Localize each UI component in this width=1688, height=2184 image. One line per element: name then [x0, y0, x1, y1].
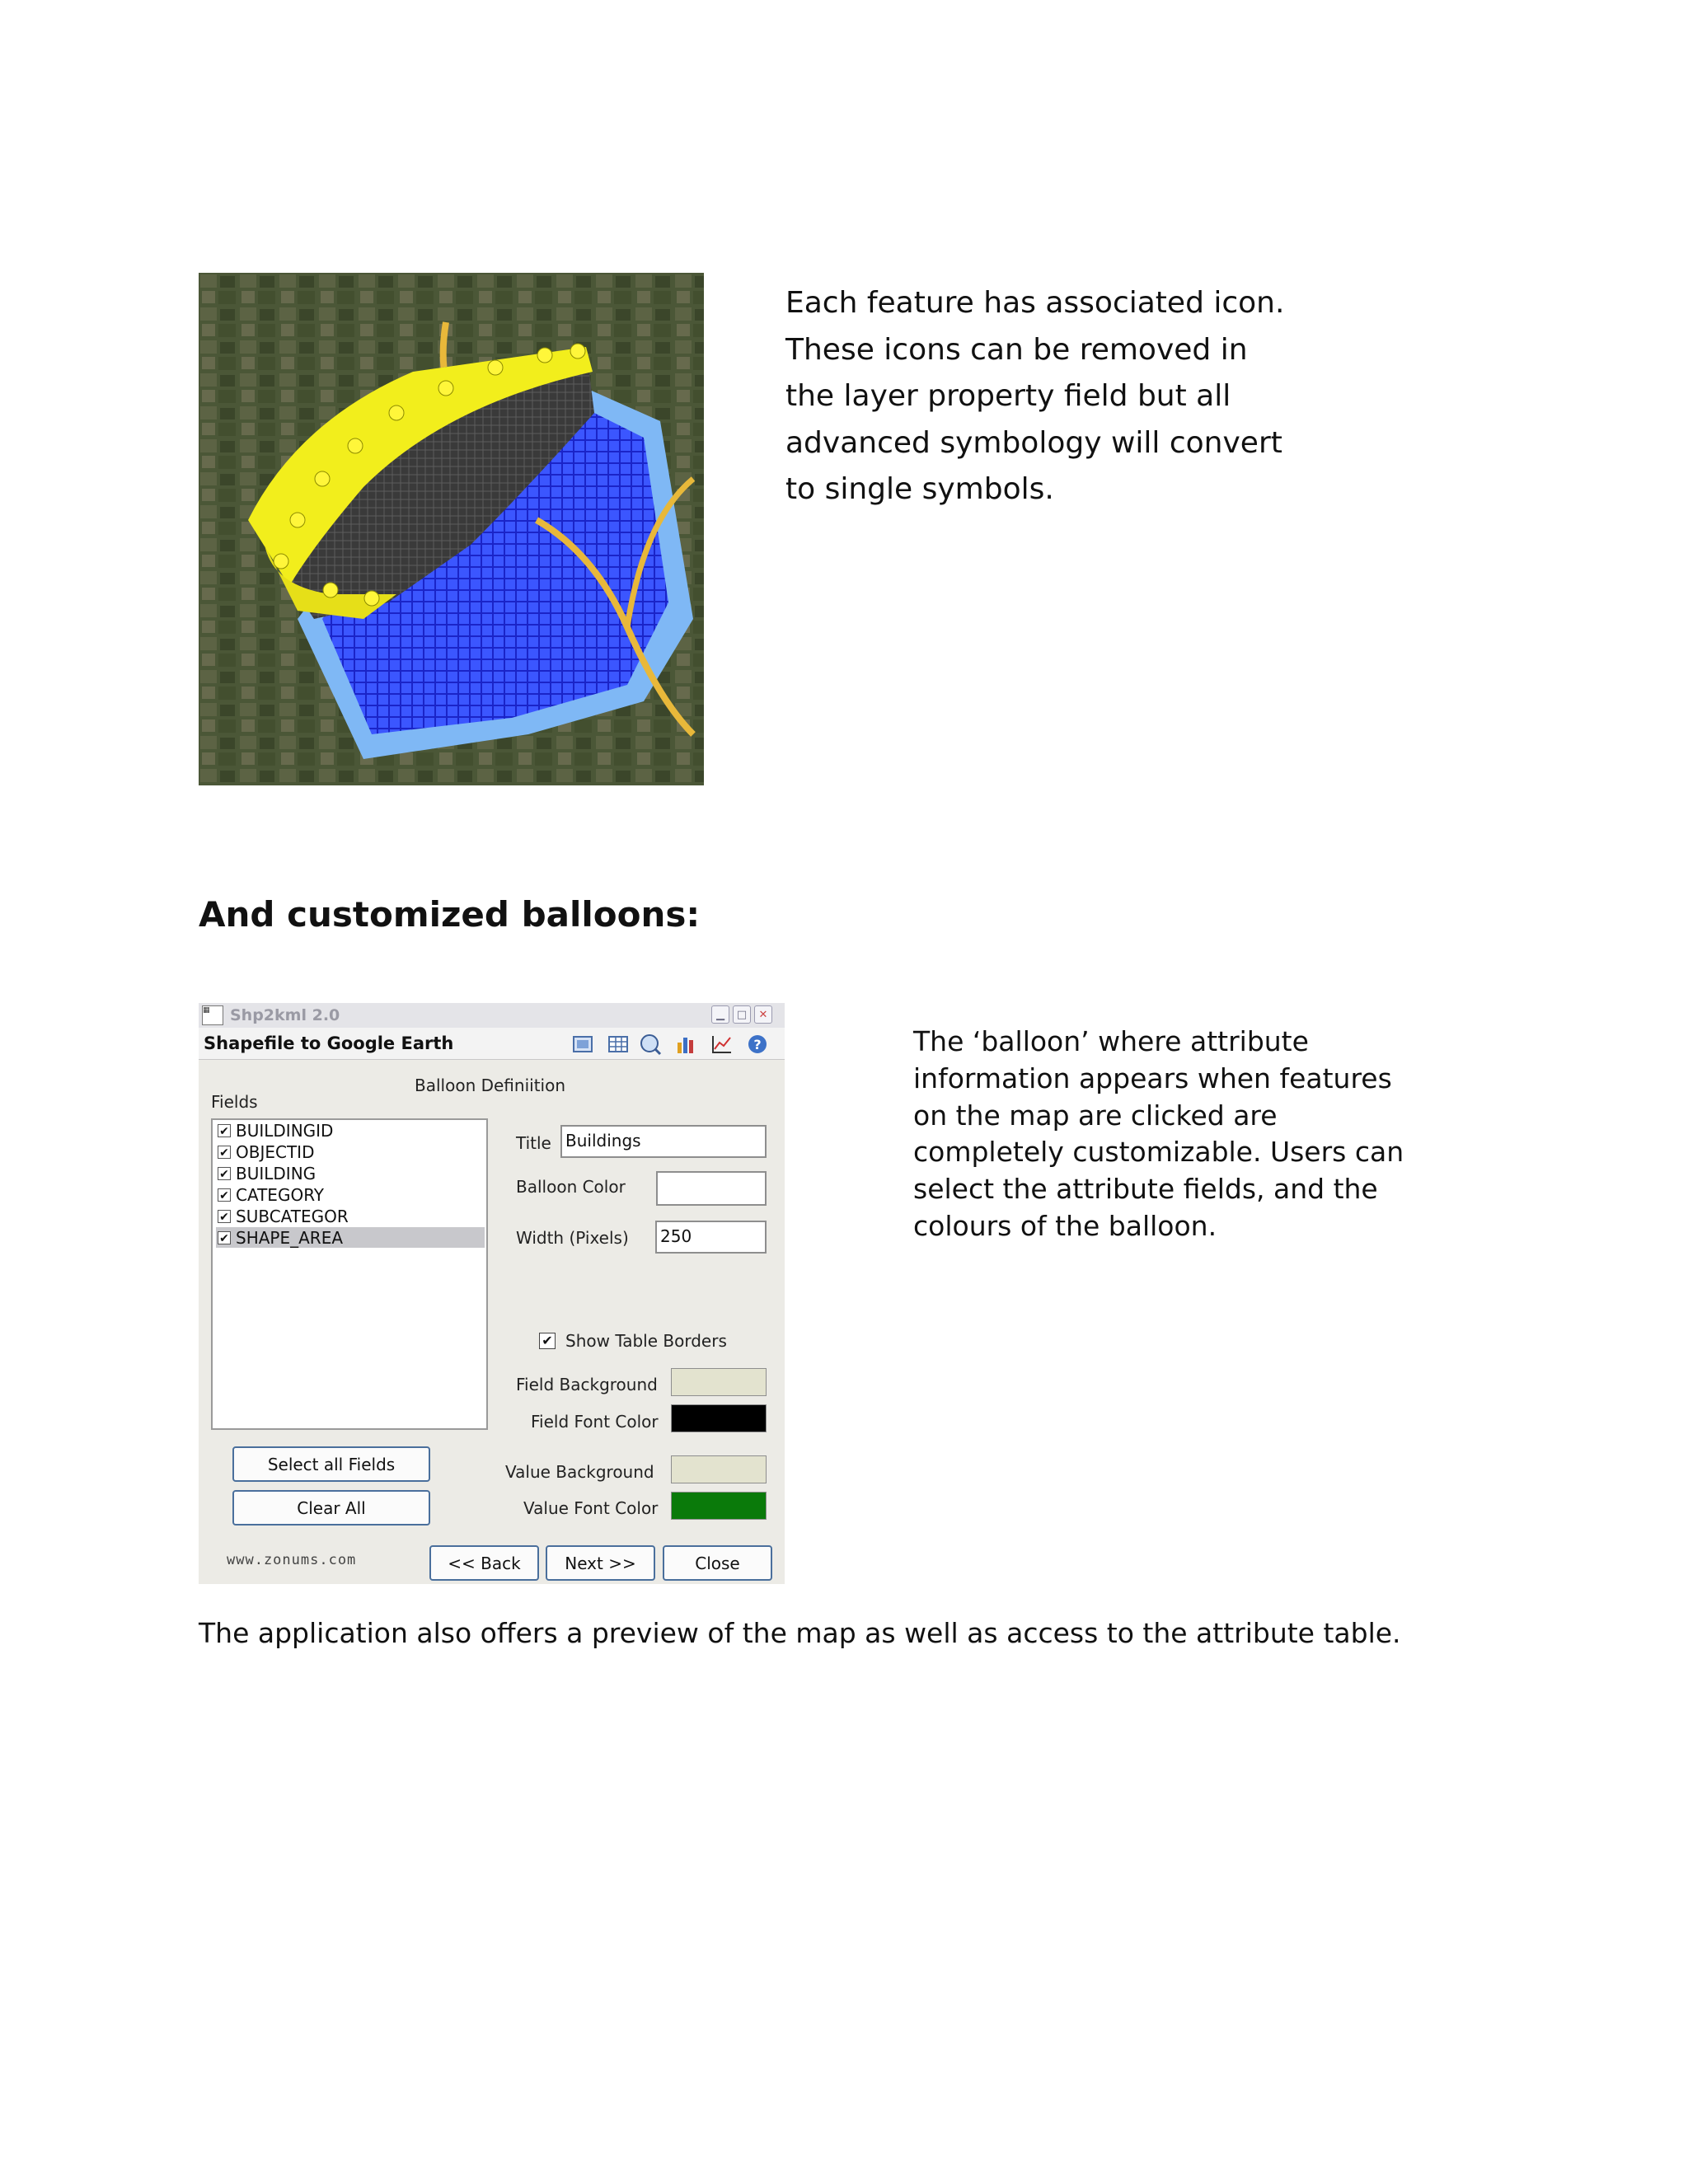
field-item[interactable] — [216, 1120, 485, 1141]
next-button[interactable]: Next >> — [546, 1545, 655, 1581]
maximize-icon[interactable]: □ — [733, 1005, 751, 1024]
fields-listbox[interactable] — [211, 1118, 488, 1430]
balloon-definition-title: Balloon Definiition — [415, 1076, 565, 1095]
field-background-swatch[interactable] — [671, 1368, 767, 1396]
section-heading: And customized balloons: — [199, 894, 701, 935]
checkbox-icon[interactable]: ✔ — [218, 1167, 231, 1180]
field-name: SHAPE_AREA — [236, 1227, 344, 1248]
minimize-icon[interactable]: ▁ — [711, 1005, 729, 1024]
title-label: Title — [516, 1133, 551, 1153]
help-icon[interactable] — [746, 1033, 769, 1056]
shp2kml-window — [199, 1003, 785, 1584]
field-background-label: Field Background — [516, 1375, 658, 1394]
window-title: Shp2kml 2.0 — [230, 1006, 340, 1024]
width-input[interactable]: 250 — [655, 1221, 767, 1254]
back-button[interactable]: << Back — [429, 1545, 539, 1581]
field-name: CATEGORY — [236, 1184, 325, 1205]
balloon-color-label: Balloon Color — [516, 1177, 626, 1197]
field-font-color-swatch[interactable] — [671, 1404, 767, 1432]
field-item[interactable] — [216, 1206, 485, 1226]
field-name: SUBCATEGOR — [236, 1206, 349, 1226]
title-input[interactable]: Buildings — [560, 1125, 767, 1158]
svg-text:?: ? — [753, 1037, 762, 1052]
header-title: Shapefile to Google Earth — [204, 1033, 454, 1053]
chart-icon[interactable] — [674, 1033, 697, 1056]
graph-icon[interactable] — [710, 1033, 733, 1056]
checkbox-icon[interactable]: ✔ — [218, 1231, 231, 1244]
table-icon[interactable] — [607, 1033, 630, 1056]
checkbox-icon[interactable]: ✔ — [218, 1210, 231, 1223]
close-button[interactable]: Close — [663, 1545, 772, 1581]
field-item[interactable] — [216, 1184, 485, 1205]
value-background-label: Value Background — [505, 1462, 654, 1482]
balloon-color-swatch[interactable] — [656, 1171, 767, 1206]
close-window-icon[interactable]: ✕ — [754, 1005, 772, 1024]
width-label: Width (Pixels) — [516, 1228, 629, 1248]
clear-all-button[interactable]: Clear All — [232, 1490, 430, 1526]
show-table-borders-label: Show Table Borders — [565, 1331, 727, 1351]
app-icon: ▦ — [202, 1005, 223, 1025]
value-background-swatch[interactable] — [671, 1455, 767, 1483]
icon-description-text: Each feature has associated icon. These icons can be removed in the layer property field but all advanced symbology will convert to single symbols. — [785, 286, 1285, 506]
select-all-fields-button[interactable]: Select all Fields — [232, 1446, 430, 1482]
checkbox-icon[interactable]: ✔ — [218, 1188, 231, 1202]
field-item[interactable] — [216, 1163, 485, 1183]
checkbox-icon[interactable]: ✔ — [218, 1146, 231, 1159]
value-font-color-label: Value Font Color — [523, 1498, 659, 1518]
field-item[interactable] — [216, 1141, 485, 1162]
field-item-selected[interactable] — [216, 1227, 485, 1248]
fields-label: Fields — [211, 1092, 258, 1112]
field-name: BUILDING — [236, 1163, 316, 1183]
google-earth-map-image — [199, 273, 704, 785]
field-name: BUILDINGID — [236, 1120, 334, 1141]
preview-description-text: The application also offers a preview of the map as well as access to the attribute table. — [199, 1617, 1401, 1649]
field-name: OBJECTID — [236, 1141, 315, 1162]
show-table-borders-checkbox[interactable]: ✔ — [539, 1333, 556, 1349]
balloon-description-text: The ‘balloon’ where attribute information appears when features on the map are clicked are completely customizable. Users can select the attribute fields, and the colours of the balloon. — [913, 1025, 1404, 1242]
checkbox-icon[interactable]: ✔ — [218, 1124, 231, 1137]
field-font-color-label: Field Font Color — [531, 1412, 659, 1432]
website-link[interactable]: www.zonums.com — [227, 1552, 357, 1568]
zoom-icon[interactable] — [639, 1033, 662, 1056]
map-preview-icon[interactable] — [571, 1033, 594, 1056]
value-font-color-swatch[interactable] — [671, 1492, 767, 1520]
